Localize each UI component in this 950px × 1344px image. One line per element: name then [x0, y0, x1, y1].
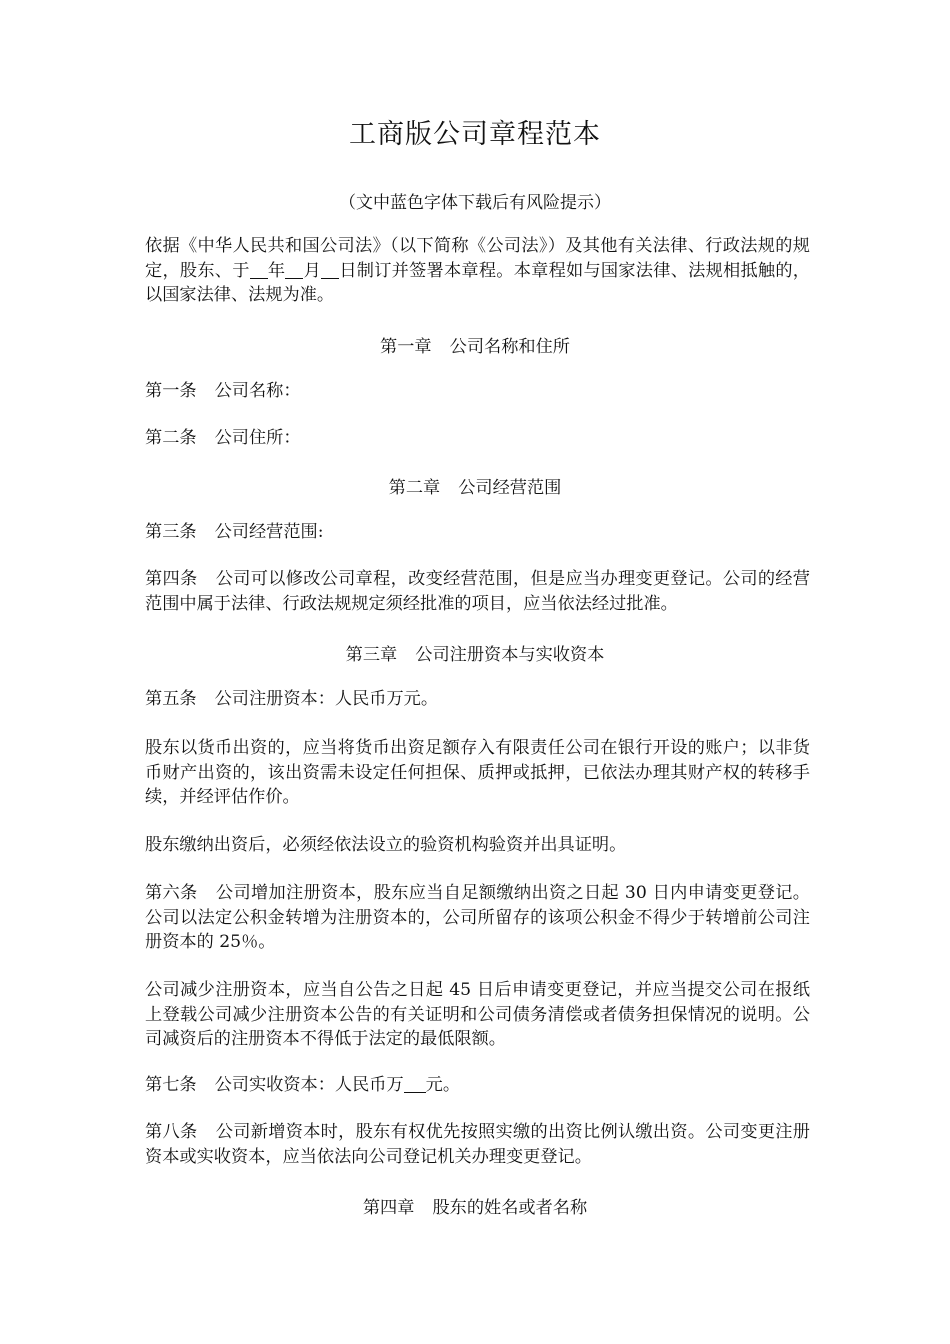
intro-text-3: 月: [303, 260, 322, 281]
chapter-2-label: 第二章: [388, 478, 441, 498]
intro-text-4: 日制订并签署本章程。本章程如与国家法律、法规相抵触的，以国家法律、法规为准。: [145, 260, 810, 305]
chapter-4-title: 股东的姓名或者名称: [432, 1198, 588, 1218]
article-6-text: 公司增加注册资本，股东应当自足额缴纳出资之日起 30 日内申请变更登记。公司以法定公积金转增为注册资本的，公司所留存的该项公积金不得少于转增前公司注册资本的 25％。: [145, 883, 810, 952]
article-2: [145, 426, 810, 451]
chapter-3-heading: [0, 640, 950, 665]
amount-blank: [404, 1074, 426, 1093]
chapter-3-title: 公司注册资本与实收资本: [415, 645, 605, 665]
article-1: [145, 379, 810, 404]
article-5-text: 公司注册资本：人民币万元。: [214, 689, 439, 709]
article-2-text: 公司住所：: [214, 428, 301, 448]
article-7-text-b: 元。: [425, 1075, 461, 1095]
chapter-4-heading: [0, 1193, 950, 1218]
month-blank: [285, 260, 303, 279]
article-7-text-a: 公司实收资本：人民币万: [214, 1075, 404, 1095]
chapter-4-label: 第四章: [362, 1198, 415, 1218]
article-3-text: 公司经营范围:: [214, 522, 324, 542]
article-3-label: 第三条: [145, 522, 197, 542]
article-1-label: 第一条: [145, 381, 197, 401]
article-3: [145, 520, 810, 545]
article-8-text: 公司新增资本时，股东有权优先按照实缴的出资比例认缴出资。公司变更注册资本或实收资本，应当依法向公司登记机关办理变更登记。: [145, 1122, 810, 1167]
intro-text-2: 年: [267, 260, 286, 281]
article-8: [145, 1120, 810, 1169]
article-4-text: 公司可以修改公司章程，改变经营范围，但是应当办理变更登记。公司的经营范围中属于法律、行政法规规定须经批准的项目，应当依法经过批准。: [145, 569, 810, 614]
chapter-3-label: 第三章: [345, 645, 398, 665]
article-5-label: 第五条: [145, 689, 197, 709]
article-5: [145, 687, 810, 712]
contribution-paragraph: 股东以货币出资的，应当将货币出资足额存入有限责任公司在银行开设的账户；以非货币财产出资的，该出资需未设定任何担保、质押或抵押，已依法办理其财产权的转移手续，并经评估作价。: [145, 738, 810, 807]
chapter-2-title: 公司经营范围: [458, 478, 562, 498]
article-1-text: 公司名称：: [214, 381, 301, 401]
document-title: 工商版公司章程范本: [349, 119, 601, 150]
chapter-1-label: 第一章: [380, 337, 432, 357]
article-8-label: 第八条: [145, 1122, 198, 1142]
intro-text-1: 依据《中华人民共和国公司法》（以下简称《公司法》）及其他有关法律、行政法规的规定，股东、于: [145, 236, 810, 281]
article-4: [145, 567, 810, 616]
capital-reduction-paragraph: 公司减少注册资本，应当自公告之日起 45 日后申请变更登记，并应当提交公司在报纸上登载公司减少注册资本公告的有关证明和公司债务清偿或者债务担保情况的说明。公司减资后的注册资本不得低于法定的最低限额。: [145, 980, 810, 1049]
article-2-label: 第二条: [145, 428, 197, 448]
article-6: [145, 881, 810, 955]
chapter-1-heading: [0, 332, 950, 357]
year-blank: [250, 260, 268, 279]
intro-paragraph: [145, 234, 810, 308]
article-7: [145, 1073, 810, 1098]
chapter-1-title: 公司名称和住所: [449, 337, 570, 357]
article-7-label: 第七条: [145, 1075, 197, 1095]
document-subtitle: （文中蓝色字体下载后有风险提示）: [339, 193, 611, 213]
article-4-label: 第四条: [145, 569, 198, 589]
day-blank: [321, 260, 339, 279]
article-6-label: 第六条: [145, 883, 198, 903]
chapter-2-heading: [0, 473, 950, 498]
verification-paragraph: 股东缴纳出资后，必须经依法设立的验资机构验资并出具证明。: [145, 835, 627, 855]
